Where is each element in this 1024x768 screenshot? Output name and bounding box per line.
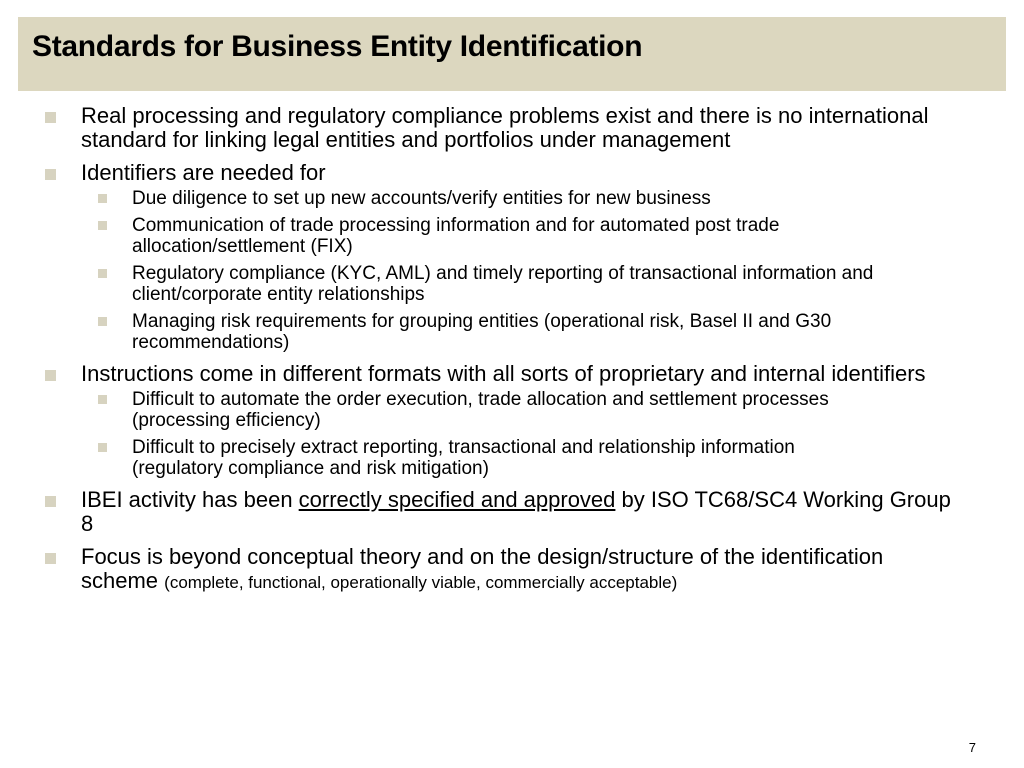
sub-bullet-text: Regulatory compliance (KYC, AML) and timely reporting of transactional information and client/corporate entity relationships xyxy=(132,263,874,305)
sub-bullet-item xyxy=(0,263,954,305)
square-bullet-icon xyxy=(98,221,107,230)
bullet-text: Instructions come in different formats with all sorts of proprietary and internal identifiers xyxy=(81,361,926,386)
bullet-text-parenthetical: (complete, functional, operationally viable, commercially acceptable) xyxy=(164,573,678,592)
bullet-list xyxy=(0,104,1024,595)
bullet-item xyxy=(0,362,1024,479)
square-bullet-icon xyxy=(45,370,56,381)
sub-bullet-text: Difficult to automate the order execution, trade allocation and settlement processes (processing efficiency) xyxy=(132,389,829,431)
sub-bullet-item xyxy=(0,389,954,431)
bullet-text-main: Focus is beyond conceptual theory and on the design/structure of the identification scheme xyxy=(81,544,884,593)
sub-bullet-item xyxy=(0,215,954,257)
square-bullet-icon xyxy=(98,269,107,278)
slide-title: Standards for Business Entity Identification xyxy=(32,30,643,63)
sub-bullet-item xyxy=(0,311,954,353)
square-bullet-icon xyxy=(45,553,56,564)
sub-bullet-text: Communication of trade processing information and for automated post trade allocation/settlement (FIX) xyxy=(132,215,780,257)
approved-link-text: correctly specified and approved xyxy=(298,487,616,512)
bullet-item xyxy=(0,104,1024,152)
square-bullet-icon xyxy=(45,112,56,123)
sub-bullet-list xyxy=(81,389,954,479)
sub-bullet-item xyxy=(0,188,954,209)
sub-bullet-item xyxy=(0,437,954,479)
sub-bullet-list xyxy=(81,188,954,353)
title-bar xyxy=(18,17,1006,91)
slide-content xyxy=(0,104,1024,604)
square-bullet-icon xyxy=(98,395,107,404)
bullet-text: Identifiers are needed for xyxy=(81,160,326,185)
square-bullet-icon xyxy=(45,169,56,180)
sub-bullet-text: Managing risk requirements for grouping entities (operational risk, Basel II and G30 recommendations) xyxy=(132,311,832,353)
bullet-item xyxy=(0,545,1024,595)
bullet-item xyxy=(0,161,1024,353)
bullet-text: Real processing and regulatory compliance problems exist and there is no international standard for linking legal entities and portfolios under management xyxy=(81,103,929,152)
sub-bullet-text: Due diligence to set up new accounts/verify entities for new business xyxy=(132,188,711,209)
square-bullet-icon xyxy=(45,496,56,507)
bullet-text-before: IBEI activity has been xyxy=(81,487,299,512)
sub-bullet-text: Difficult to precisely extract reporting, transactional and relationship information (regulatory compliance and risk mitigation) xyxy=(132,437,795,479)
page-number: 7 xyxy=(968,740,976,755)
bullet-item xyxy=(0,488,1024,536)
bullet-text-after: by ISO TC68/SC4 Working Group 8 xyxy=(81,487,951,536)
square-bullet-icon xyxy=(98,317,107,326)
square-bullet-icon xyxy=(98,194,107,203)
square-bullet-icon xyxy=(98,443,107,452)
